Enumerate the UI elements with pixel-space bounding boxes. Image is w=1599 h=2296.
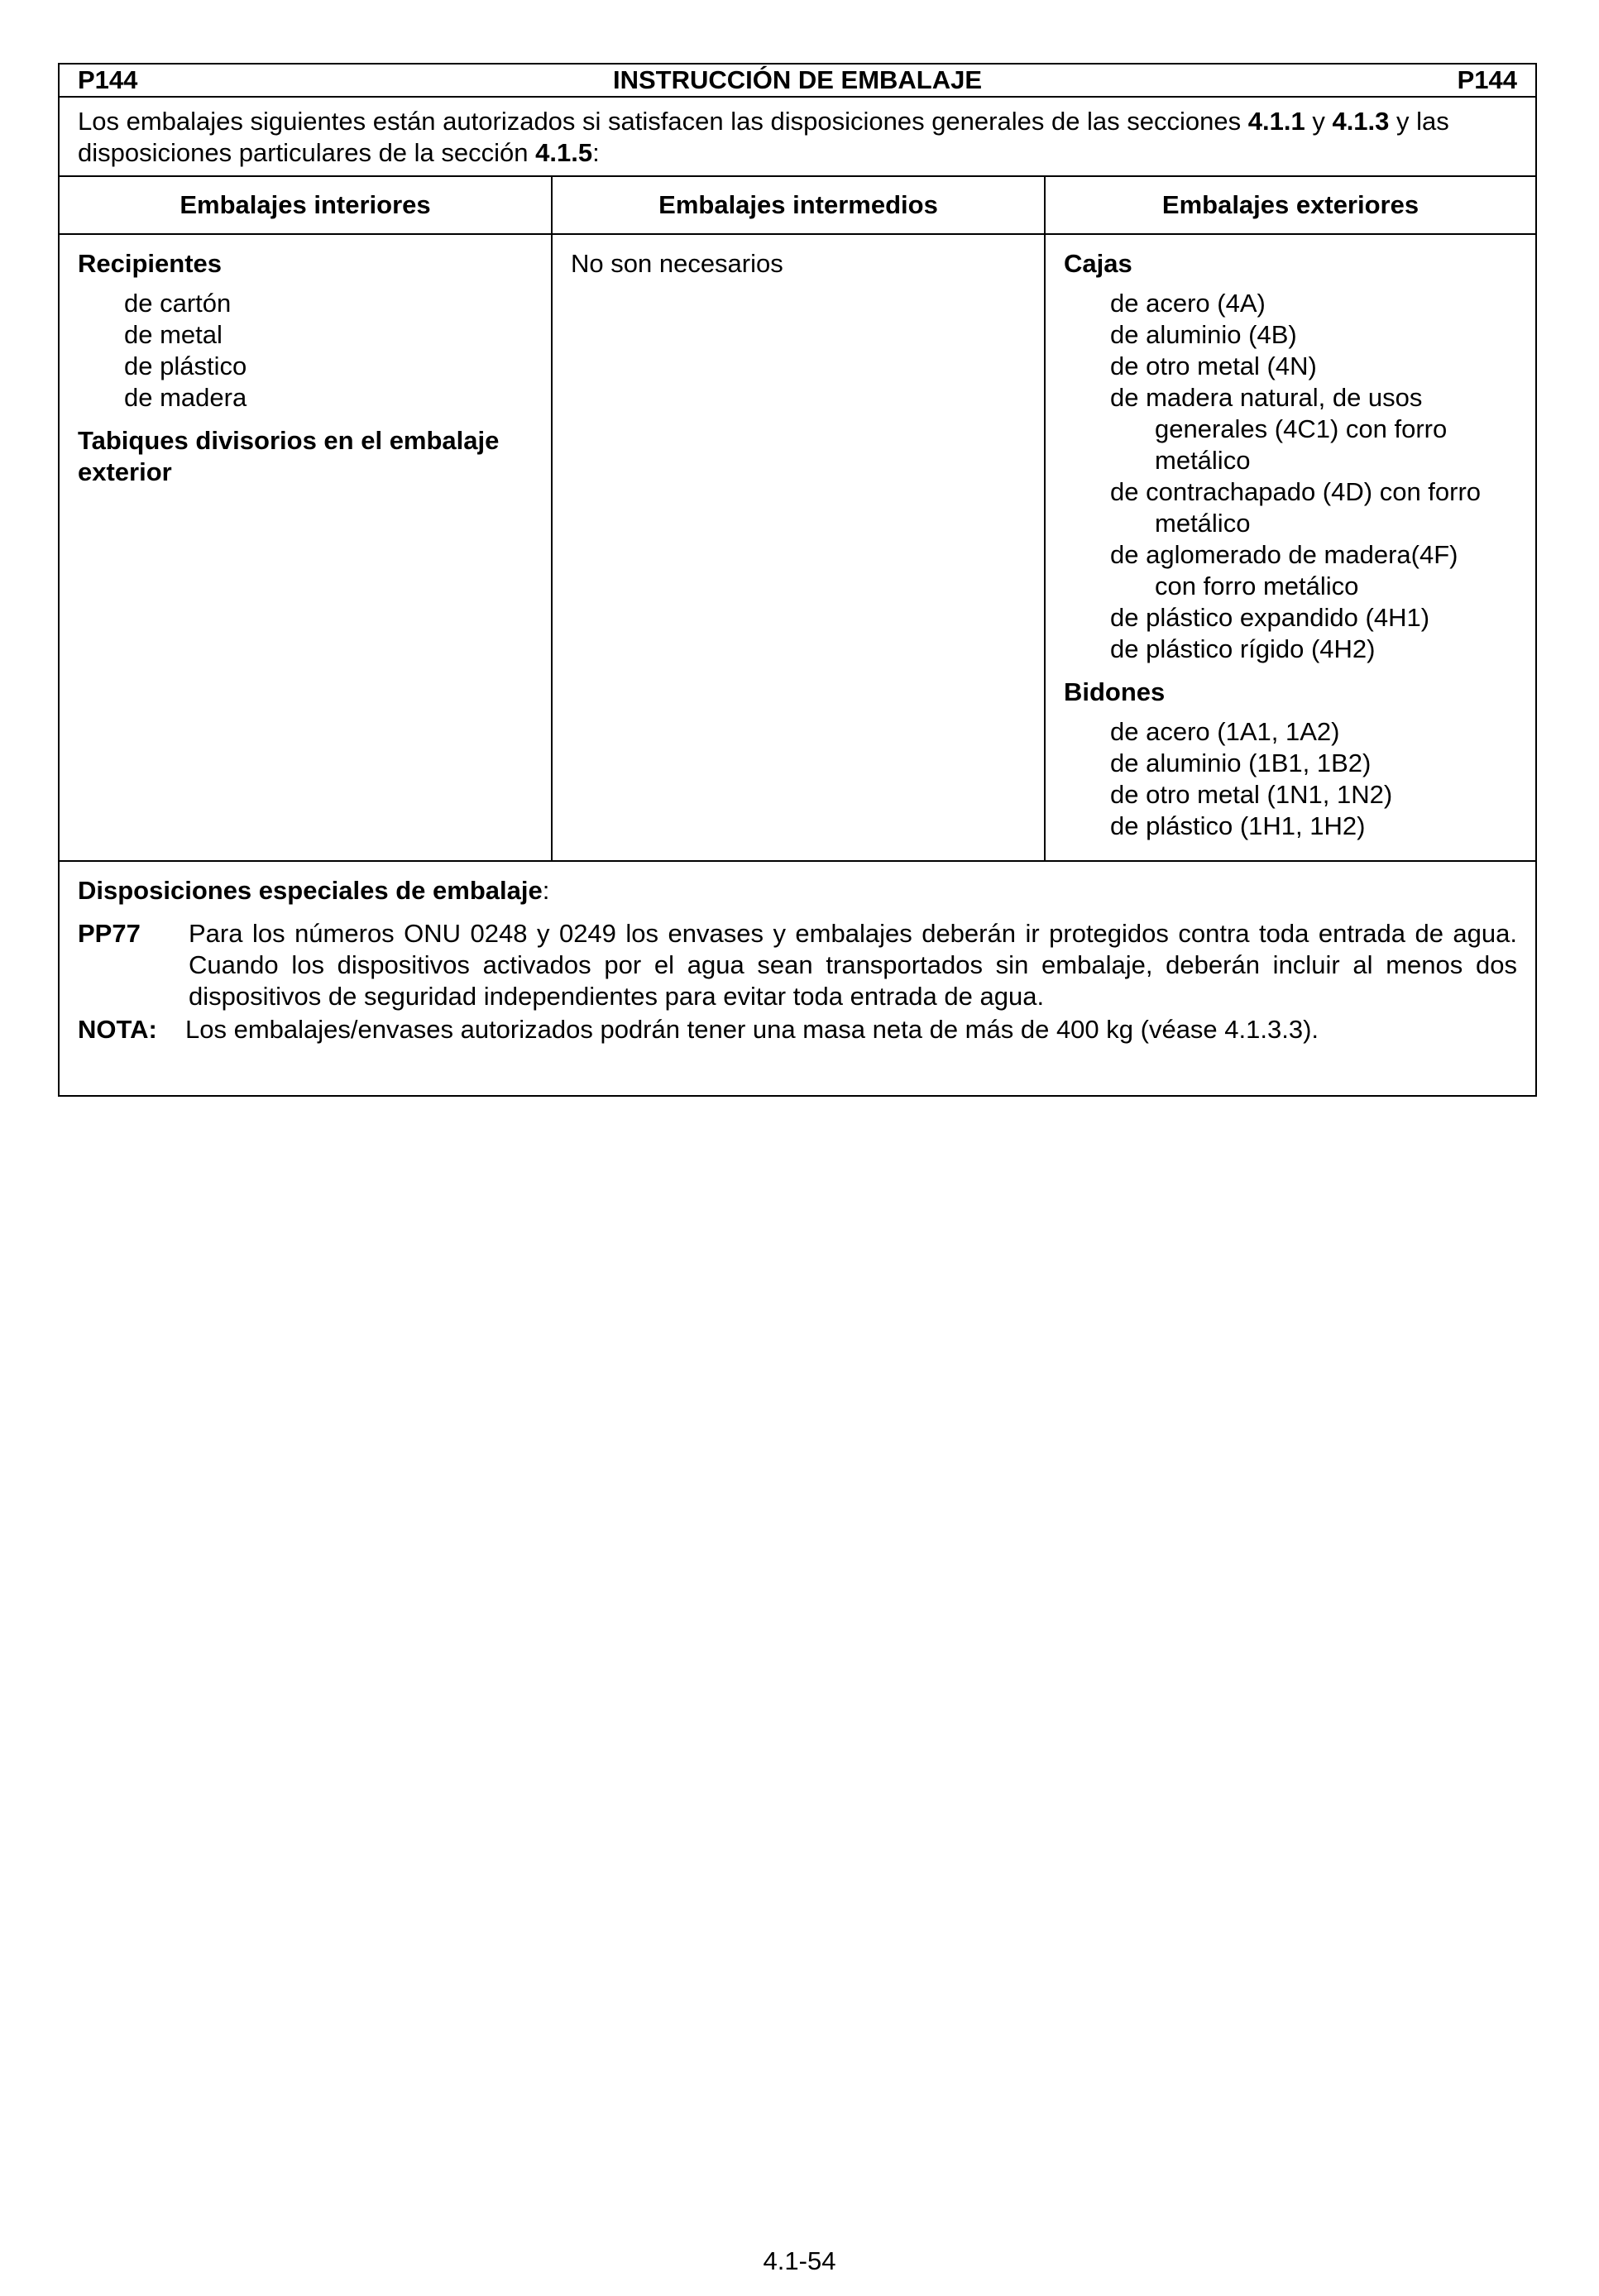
packing-instruction-table <box>58 63 1537 1097</box>
list-item-text: de acero (4A) <box>1110 289 1266 318</box>
list-item: de otro metal (1N1, 1N2) <box>1110 780 1393 809</box>
list-item <box>1064 351 1517 382</box>
list-item: de plástico (1H1, 1H2) <box>1110 811 1366 840</box>
list-item <box>1064 476 1517 539</box>
list-item-text: de contrachapado (4D) con forro <box>1110 477 1482 506</box>
special-provisions-title <box>78 875 1517 906</box>
intro-text: y <box>1305 107 1333 136</box>
intro-text: : <box>592 138 600 167</box>
list-item <box>1064 382 1517 476</box>
group-title: Recipientes <box>78 249 223 278</box>
group-title: Bidones <box>1064 677 1166 706</box>
list-item-continuation: generales (4C1) con forro metálico <box>1155 414 1448 475</box>
intermediate-text: No son necesarios <box>571 249 783 278</box>
header-inner-packagings: Embalajes interiores <box>60 177 553 233</box>
section-ref: 4.1.1 <box>1247 107 1305 136</box>
list-item-continuation: metálico <box>1155 509 1251 538</box>
list-item-continuation: con forro metálico <box>1155 572 1359 600</box>
intro-paragraph <box>60 98 1535 177</box>
special-provisions <box>60 862 1535 1095</box>
note-label: NOTA: <box>78 1015 157 1044</box>
list-item: de aluminio (1B1, 1B2) <box>1110 749 1372 777</box>
special-title-text: Disposiciones especiales de embalaje <box>78 876 543 905</box>
note <box>78 1014 1517 1045</box>
section-ref: 4.1.3 <box>1332 107 1390 136</box>
list-item: de metal <box>124 320 223 349</box>
list-item-text: de otro metal (4N) <box>1110 352 1317 380</box>
inner-packagings-cell <box>60 235 553 860</box>
list-item <box>1064 634 1517 665</box>
note-text: Los embalajes/envases autorizados podrán tener una masa neta de más de 400 kg (véase 4.1.3.3). <box>185 1015 1319 1044</box>
instruction-title: INSTRUCCIÓN DE EMBALAJE <box>612 65 983 94</box>
list-item <box>1064 319 1517 351</box>
list-item-text: de plástico rígido (4H2) <box>1110 634 1376 663</box>
instruction-code-left: P144 <box>78 65 138 94</box>
page-number: 4.1-54 <box>763 2246 836 2275</box>
instruction-code-right: P144 <box>1457 65 1517 94</box>
instruction-header <box>60 65 1535 98</box>
section-ref: 4.1.5 <box>535 138 593 167</box>
outer-packagings-cell <box>1046 235 1535 860</box>
list-item-text: de madera natural, de usos <box>1110 383 1423 412</box>
list-item <box>1064 288 1517 319</box>
list-item-text: de plástico expandido (4H1) <box>1110 603 1430 632</box>
list-item: de madera <box>124 383 247 412</box>
list-item: de cartón <box>124 289 232 318</box>
list-item-text: de aluminio (4B) <box>1110 320 1297 349</box>
special-title-suffix: : <box>542 876 550 905</box>
list-item: de plástico <box>124 352 247 380</box>
provision-code: PP77 <box>78 919 141 948</box>
header-intermediate-packagings: Embalajes intermedios <box>553 177 1046 233</box>
intro-text: y las disposiciones particulares de la sección <box>78 107 1449 167</box>
provision-pp77 <box>78 918 1517 1012</box>
column-headers <box>60 177 1535 235</box>
list-item <box>1064 602 1517 634</box>
group-title: Tabiques divisorios en el embalaje exterior <box>78 426 500 486</box>
group-title: Cajas <box>1064 249 1132 278</box>
intro-text: Los embalajes siguientes están autorizados si satisfacen las disposiciones generales de las secciones <box>78 107 1248 136</box>
intermediate-packagings-cell <box>553 235 1046 860</box>
list-item-text: de aglomerado de madera(4F) <box>1110 540 1458 569</box>
header-outer-packagings: Embalajes exteriores <box>1161 190 1419 219</box>
provision-text: Para los números ONU 0248 y 0249 los envases y embalajes deberán ir protegidos contra toda entrada de agua. Cuando los dispositivos activados por el agua sean transportados sin embalaje, deberán incluir al menos dos dispositivos de seguridad independientes para evitar toda entrada de agua. <box>189 919 1517 1011</box>
list-item: de acero (1A1, 1A2) <box>1110 717 1340 746</box>
packagings-body <box>60 235 1535 862</box>
list-item <box>1064 539 1517 602</box>
